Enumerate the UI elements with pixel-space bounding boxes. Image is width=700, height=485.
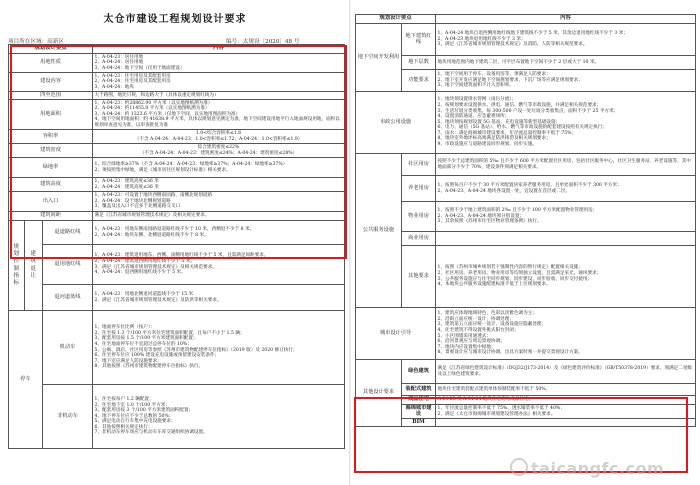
document-title: 太仓市建设工程规划设计要求 bbox=[103, 14, 247, 25]
table-row bbox=[356, 396, 696, 405]
table-row bbox=[9, 45, 345, 54]
table-row bbox=[9, 221, 345, 245]
river-line-text: 1、A-04-23：用地北侧退河道蓝线不少于 15 米 2、满足《江苏省城市规划管理技术规定》及防洪等相关要求。 bbox=[93, 285, 345, 311]
table-row bbox=[9, 92, 345, 100]
elderly-text: 1、按照每百户不少于 30 平方米配置居家养老服务用房，且单处面积不少于 300 平方米； 2、A-04-23、A-04-24 地块各设置一处，宜设置在首层或二层。 bbox=[436, 176, 696, 202]
table-row bbox=[9, 100, 345, 130]
table-row bbox=[356, 56, 696, 70]
underground-floors-label: 地下层数 bbox=[402, 56, 436, 70]
motor-text: 1、地面停车位比例（按户）： 2、住宅按 1.3 个/100 平方米住宅建筑面积配置，且每户不小于 1.5 辆； 3、配套用房按 1.5 个/100 平方米建筑面积配置； 4、住宅地面停车位不宜超过总停车位的 10%； 5、公寓、酒店、社区用房等参照《苏州市建筑物配建停车位指标》（2019 版）及 2020 修订执行； 6、住宅停车位应 100% 建设充电设施或预留建设安装条件； 7、地下室应满足人防设施要求； 8、其他按照《苏州市建筑物配建停车位指标》执行。 bbox=[93, 311, 345, 385]
river-line-label: 退河道蓝线 bbox=[43, 285, 93, 311]
height-text: 1、A-04-23：建筑高度≤36 米 2、A-04-24：建筑高度≤36 米 bbox=[93, 178, 345, 192]
land-line-text: 1、A-04-23：建筑退用地东、西侧、南侧用地红线不少于 5 米，且需满足间距要求。 2、A-04-24：建筑退西侧用地红线不少于 5 米。 3、满足《江苏省城市规划管理技术规定》及相关规范要求。 4、A-04-24：退西侧用地红线不少于 5 米。 bbox=[93, 245, 345, 285]
far-text: 1.0<综合容积率≤1.6 （不含 A-04-24：A-04-23：1.0<容积率≤1.72；A-04-24：1.0<容积率≤1.9） bbox=[93, 130, 345, 144]
underground-floors-text: 地块用地范围内地下建筑二层，可平层布置地下空间不少于 2 层或大于 10 米。 bbox=[436, 56, 696, 70]
table-row bbox=[356, 232, 696, 246]
right-page bbox=[351, 0, 700, 485]
underground-label: 地下空间开发利用 bbox=[356, 24, 402, 92]
green-building-text: 满足《江苏省绿色建筑设计标准》（DGJ32/J173-2014）及《绿色建筑评价标准》（GB/T50378-2019）要求，须满足二星级及以上绿色建筑要求。 bbox=[436, 360, 696, 384]
public-other-text: 1、按照《苏州市城乡规划若干强制性内容的暂行规定》配置相关设施； 2、社区用房、养老用房、物业用房等均须独立设置，且需满足采光、通风要求； 3、公共服务设施应与住宅同步规划、同步建设、同步验收、同步交付使用； 4、本地块公共服务设施配建标准不低于上位规划要求。 bbox=[436, 246, 696, 308]
road-line-text: 1、A-04-23：用地东侧南园路退道路红线不少于 10 米，西侧退不少于 8 米。 2、A-04-24：地块东侧、北侧退道路红线不少于 8 米。 bbox=[93, 221, 345, 245]
table-row bbox=[356, 70, 696, 92]
watermark-logo-icon bbox=[510, 458, 528, 476]
sponge-label: 海绵城市建设 bbox=[402, 405, 436, 419]
density-label: 建筑密度 bbox=[9, 144, 93, 158]
bike-label: 非机动车 bbox=[43, 385, 93, 449]
table-row bbox=[356, 246, 696, 308]
table-row bbox=[356, 308, 696, 360]
density-text: 综合建筑密度≤22% （不含 A-04-24：A-04-23：建筑密度≤24%；A-04-24：建筑密度≤28%） bbox=[93, 144, 345, 158]
green-text: 1、综合绿地率≥37%（不含 A-04-24：A-04-23：绿地率≥37%；A-04-24：绿地率≥37%） 2、须按照集中绿地，满足《城市居住区规划设计标准》相关要求。 bbox=[93, 158, 345, 178]
table-row bbox=[356, 176, 696, 202]
property-label: 物业用房 bbox=[402, 202, 436, 232]
prefab-text: 地块住宅建筑装配式建筑单体预制装配率不低于 50%。 bbox=[436, 384, 696, 396]
header-content: 内容 bbox=[93, 45, 345, 54]
finished-text: A-04-23 及 A-04-24 地块住宅均为成品住宅。 bbox=[436, 396, 696, 405]
table-row bbox=[356, 360, 696, 384]
table-row bbox=[9, 311, 345, 385]
construction-text: 1、A-04-23：住宅用房及其配套用房 2、A-04-24：住宅用房及其配套用房 3、A-04-24：地库 bbox=[93, 73, 345, 92]
table-row bbox=[9, 73, 345, 92]
commercial-label: 商业用房 bbox=[402, 232, 436, 246]
elderly-label: 养老用房 bbox=[402, 176, 436, 202]
header-content: 内容 bbox=[436, 15, 696, 24]
table-row bbox=[9, 178, 345, 192]
right-requirements-table bbox=[355, 14, 696, 427]
table-row bbox=[356, 24, 696, 56]
table-row bbox=[356, 419, 696, 427]
table-row bbox=[356, 15, 696, 24]
underground-function-label: 功能要求 bbox=[402, 70, 436, 92]
underground-line-label: 地下建筑红线 bbox=[402, 24, 436, 56]
area-text: 1、A-04-23：约28862.90 平方米（以实地图纸测为准） 2、A-04-24：约11455.0 平方米（以实地图纸测为准） 3、A-04-24：约 1323.6 平方米（仅地下空间，以实地用图面积为准） 4、地下空间用地面积：约 41638.9 平方米，具体以规划意见测定为准，地下空间建设用地平行入地面规设用地，面积以规划审查意见为准，以审查批复为准 bbox=[93, 100, 345, 130]
table-row bbox=[9, 158, 345, 178]
public-other-label: 其他要求 bbox=[402, 246, 436, 308]
parking-label: 停车 bbox=[9, 311, 43, 449]
property-text: 1、按照不少于地上建筑面积的 2‰ 且不少于 100 平方米配置物业管理用房； 2、A-04-23、A-04-24 地块须分别设置； 3、其余按照《苏州市住宅区物业管理条例》执行。 bbox=[436, 202, 696, 232]
public-label: 公共服务设施 bbox=[356, 154, 402, 308]
green-label: 绿地率 bbox=[9, 158, 93, 178]
other-design-label: 其他设计要求 bbox=[356, 360, 402, 427]
sponge-text: 1、年径流总量控制率不低于 75%，透水铺装率不低于 40%； 2、满足《太仓市海绵城市规划建设管理办法》相关要求。 bbox=[436, 405, 696, 419]
entrance-text: 1、A-04-23：可设置于地块西侧南园路、南侧北规划道路 2、A-04-24：设于地块北侧规划道路 3、覆盖及出入口不宜多于北侧道路交叉口 bbox=[93, 192, 345, 212]
bike-text: 1、住宅按每户 1.2 辆配置； 2、住宅地下室 1.0 个/100 平方米； 3、配套用房按 3 个/100 平方米建筑面积配置； 4、地下停车位应不少于总数的 50%； 5、满足电动自行车集中充电设施要求； 6、其他按照相关规定执行； 7、非机动车停车场应与机动车车库交通组织协调设置。 bbox=[93, 385, 345, 449]
table-row bbox=[9, 245, 345, 285]
table-row bbox=[9, 192, 345, 212]
land-use-label: 用地性质 bbox=[9, 54, 93, 73]
urban-design-text: 1、建筑应体现地域特色，色彩以淡雅色调为主； 2、沿街立面应统一设计，协调处理； 3、建筑第五立面应统一设计，设备设施应隐蔽处理； 4、住宅建筑不得设置外挑式阳台封闭； 5、小区围墙采用通透式； 6、沿河景观应与周边景观协调； 7、地块内应设置集中绿地； 8、景观设计应与城市设计协调，出具方案时须一并提交景观设计方案。 bbox=[436, 308, 696, 360]
watermark-text: taicangfc.com bbox=[531, 459, 665, 478]
left-requirements-table bbox=[8, 44, 345, 449]
municipal-text: 1、地块须设置排水管网（雨污分流）； 2、按规划要求设置供水、供电、通信、燃气等市政设施，并满足相关规范要求； 3、生活垃圾分类收集，每 300-500 户设一处垃圾分类收集点，面积不少于 25 平方米； 4、设置消防通道、应急避难场所； 5、地块须按规划设置 5G 基站、充电设施等新型基础设施； 6、电力、通信（5G 基站）、给水、燃气等市政设施的配套建设按照有关规定执行； 7、雨水：满足海绵城市建设要求，年径流总量控制率不低于 75%； 8、地块室外地坪标高须满足防洪排涝及相关规划要求； 9、市政设施应与道路建设同步规划、同步实施。 bbox=[436, 92, 696, 154]
boundary-text: 大于路图，地比只规，和边路大于（具体以重定规划红线为） bbox=[93, 92, 345, 100]
table-row bbox=[9, 144, 345, 158]
spacing-label: 建筑间距 bbox=[9, 212, 93, 221]
far-label: 容积率 bbox=[9, 130, 93, 144]
municipal-label: 市政公用设施 bbox=[356, 92, 436, 154]
bim-text bbox=[436, 419, 696, 427]
urban-design-label: 城市设计引导 bbox=[356, 308, 436, 360]
document-serial: 编号：太规设〔2020〕48 号 bbox=[226, 39, 300, 45]
finished-label: 成品住宅 bbox=[402, 396, 436, 405]
table-row bbox=[356, 154, 696, 176]
height-label: 建筑高度 bbox=[9, 178, 93, 192]
table-row bbox=[9, 54, 345, 73]
motor-label: 机动车 bbox=[43, 311, 93, 385]
green-building-label: 绿色建筑 bbox=[402, 360, 436, 384]
setback-label: 建筑退让 bbox=[25, 221, 43, 311]
construction-label: 建设内容 bbox=[9, 73, 93, 92]
boundary-label: 四至范围 bbox=[9, 92, 93, 100]
control-group-label: 规划控制指标 bbox=[9, 221, 25, 311]
table-row bbox=[9, 212, 345, 221]
table-row bbox=[9, 385, 345, 449]
commercial-text bbox=[436, 232, 696, 246]
spacing-text: 满足《江苏省城市规划管理技术规定》及相关规定要求。 bbox=[93, 212, 345, 221]
table-row bbox=[9, 285, 345, 311]
community-label: 社区用房 bbox=[402, 154, 436, 176]
table-row bbox=[9, 130, 345, 144]
header-item: 规划设计要点 bbox=[356, 15, 436, 24]
underground-function-text: 1、地下空间用于停车、设备用房等，须满足人防要求； 2、地下室开发应满足地下空间规划要求，下沉广场等应满足规划要求； 3、地下空间建筑面积不计入容积率。 bbox=[436, 70, 696, 92]
underground-line-text: 1、A-04-24 地块自退西侧用地红线地下建筑线不少于 5 米，其余边退用地红线不少于 3 米； 2、A-04-23 地块退用地红线不少于 3 米； 3、满足《江苏省城市规划管理技术规定》及消防、人防等相关规范要求。 bbox=[436, 24, 696, 56]
prefab-label: 装配式建筑 bbox=[402, 384, 436, 396]
land-use-text: 1、A-04-23：居住用地 2、A-04-24：居住用地 3、A-04-24：地下空间（仅用于地面建设） bbox=[93, 54, 345, 73]
land-line-label: 退用地红线 bbox=[43, 245, 93, 285]
table-row bbox=[356, 92, 696, 154]
bim-label: BIM bbox=[402, 419, 436, 427]
watermark bbox=[510, 458, 664, 478]
area-label: 用地面积 bbox=[9, 100, 93, 130]
community-text: 按照不少于总建筑面积的 5‰ 且不少于 600 平方米配置社区用房，包括社区服务中心、社区卫生服务站、养老设施等，其中地面部分不少于 70%，建设条件须满足相关要求。 bbox=[436, 154, 696, 176]
table-row bbox=[356, 384, 696, 396]
table-row bbox=[356, 202, 696, 232]
table-row bbox=[356, 405, 696, 419]
road-line-label: 退道路红线 bbox=[43, 221, 93, 245]
entrance-label: 出入口 bbox=[9, 192, 93, 212]
header-item: 规划设计要点 bbox=[9, 45, 93, 54]
project-district: 项目所在区域：高新区 bbox=[8, 39, 64, 45]
